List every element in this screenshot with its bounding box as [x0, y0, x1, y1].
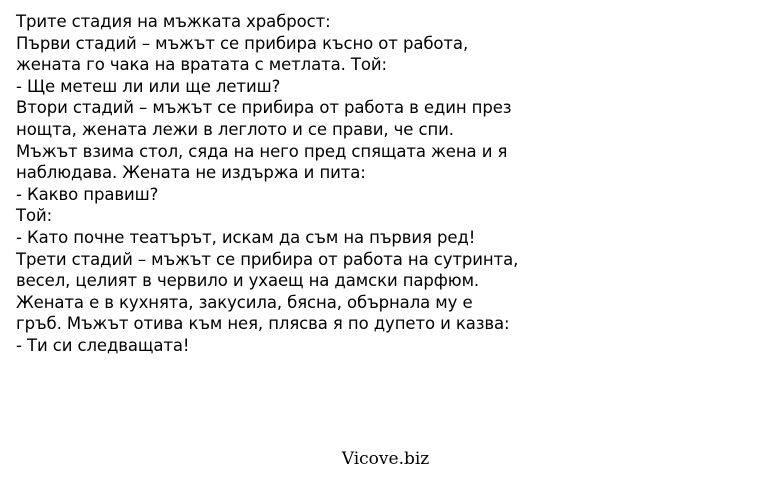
joke-line: весел, целият в червило и ухаещ на дамски парфюм.	[16, 271, 480, 291]
joke-line: Първи стадий – мъжът се прибира късно от работа,	[16, 33, 469, 53]
joke-line: нощта, жената лежи в леглото и се прави, че спи.	[16, 119, 454, 139]
joke-line: Жената е в кухнята, закусила, бясна, обърнала му е	[16, 292, 473, 312]
joke-line: Той:	[16, 206, 53, 226]
joke-text	[16, 11, 761, 357]
joke-line: - Какво правиш?	[16, 184, 159, 204]
joke-line: гръб. Мъжът отива към нея, плясва я по дупето и казва:	[16, 314, 510, 334]
joke-line: наблюдава. Жената не издържа и пита:	[16, 163, 366, 183]
joke-line: Трети стадий – мъжът се прибира от работа на сутринта,	[16, 249, 519, 269]
joke-line: жената го чака на вратата с метлата. Той:	[16, 55, 387, 75]
joke-line: Втори стадий – мъжът се прибира от работа в един през	[16, 98, 512, 118]
joke-line: - Ще метеш ли или ще летиш?	[16, 76, 281, 96]
joke-line: Трите стадия на мъжката храброст:	[16, 12, 331, 31]
joke-line: - Ти си следващата!	[16, 335, 190, 355]
joke-line: Мъжът взима стол, сяда на него пред спящата жена и я	[16, 141, 508, 161]
joke-line: - Като почне театърът, искам да съм на първия ред!	[16, 227, 476, 247]
site-watermark: Vicove.biz	[341, 449, 430, 469]
